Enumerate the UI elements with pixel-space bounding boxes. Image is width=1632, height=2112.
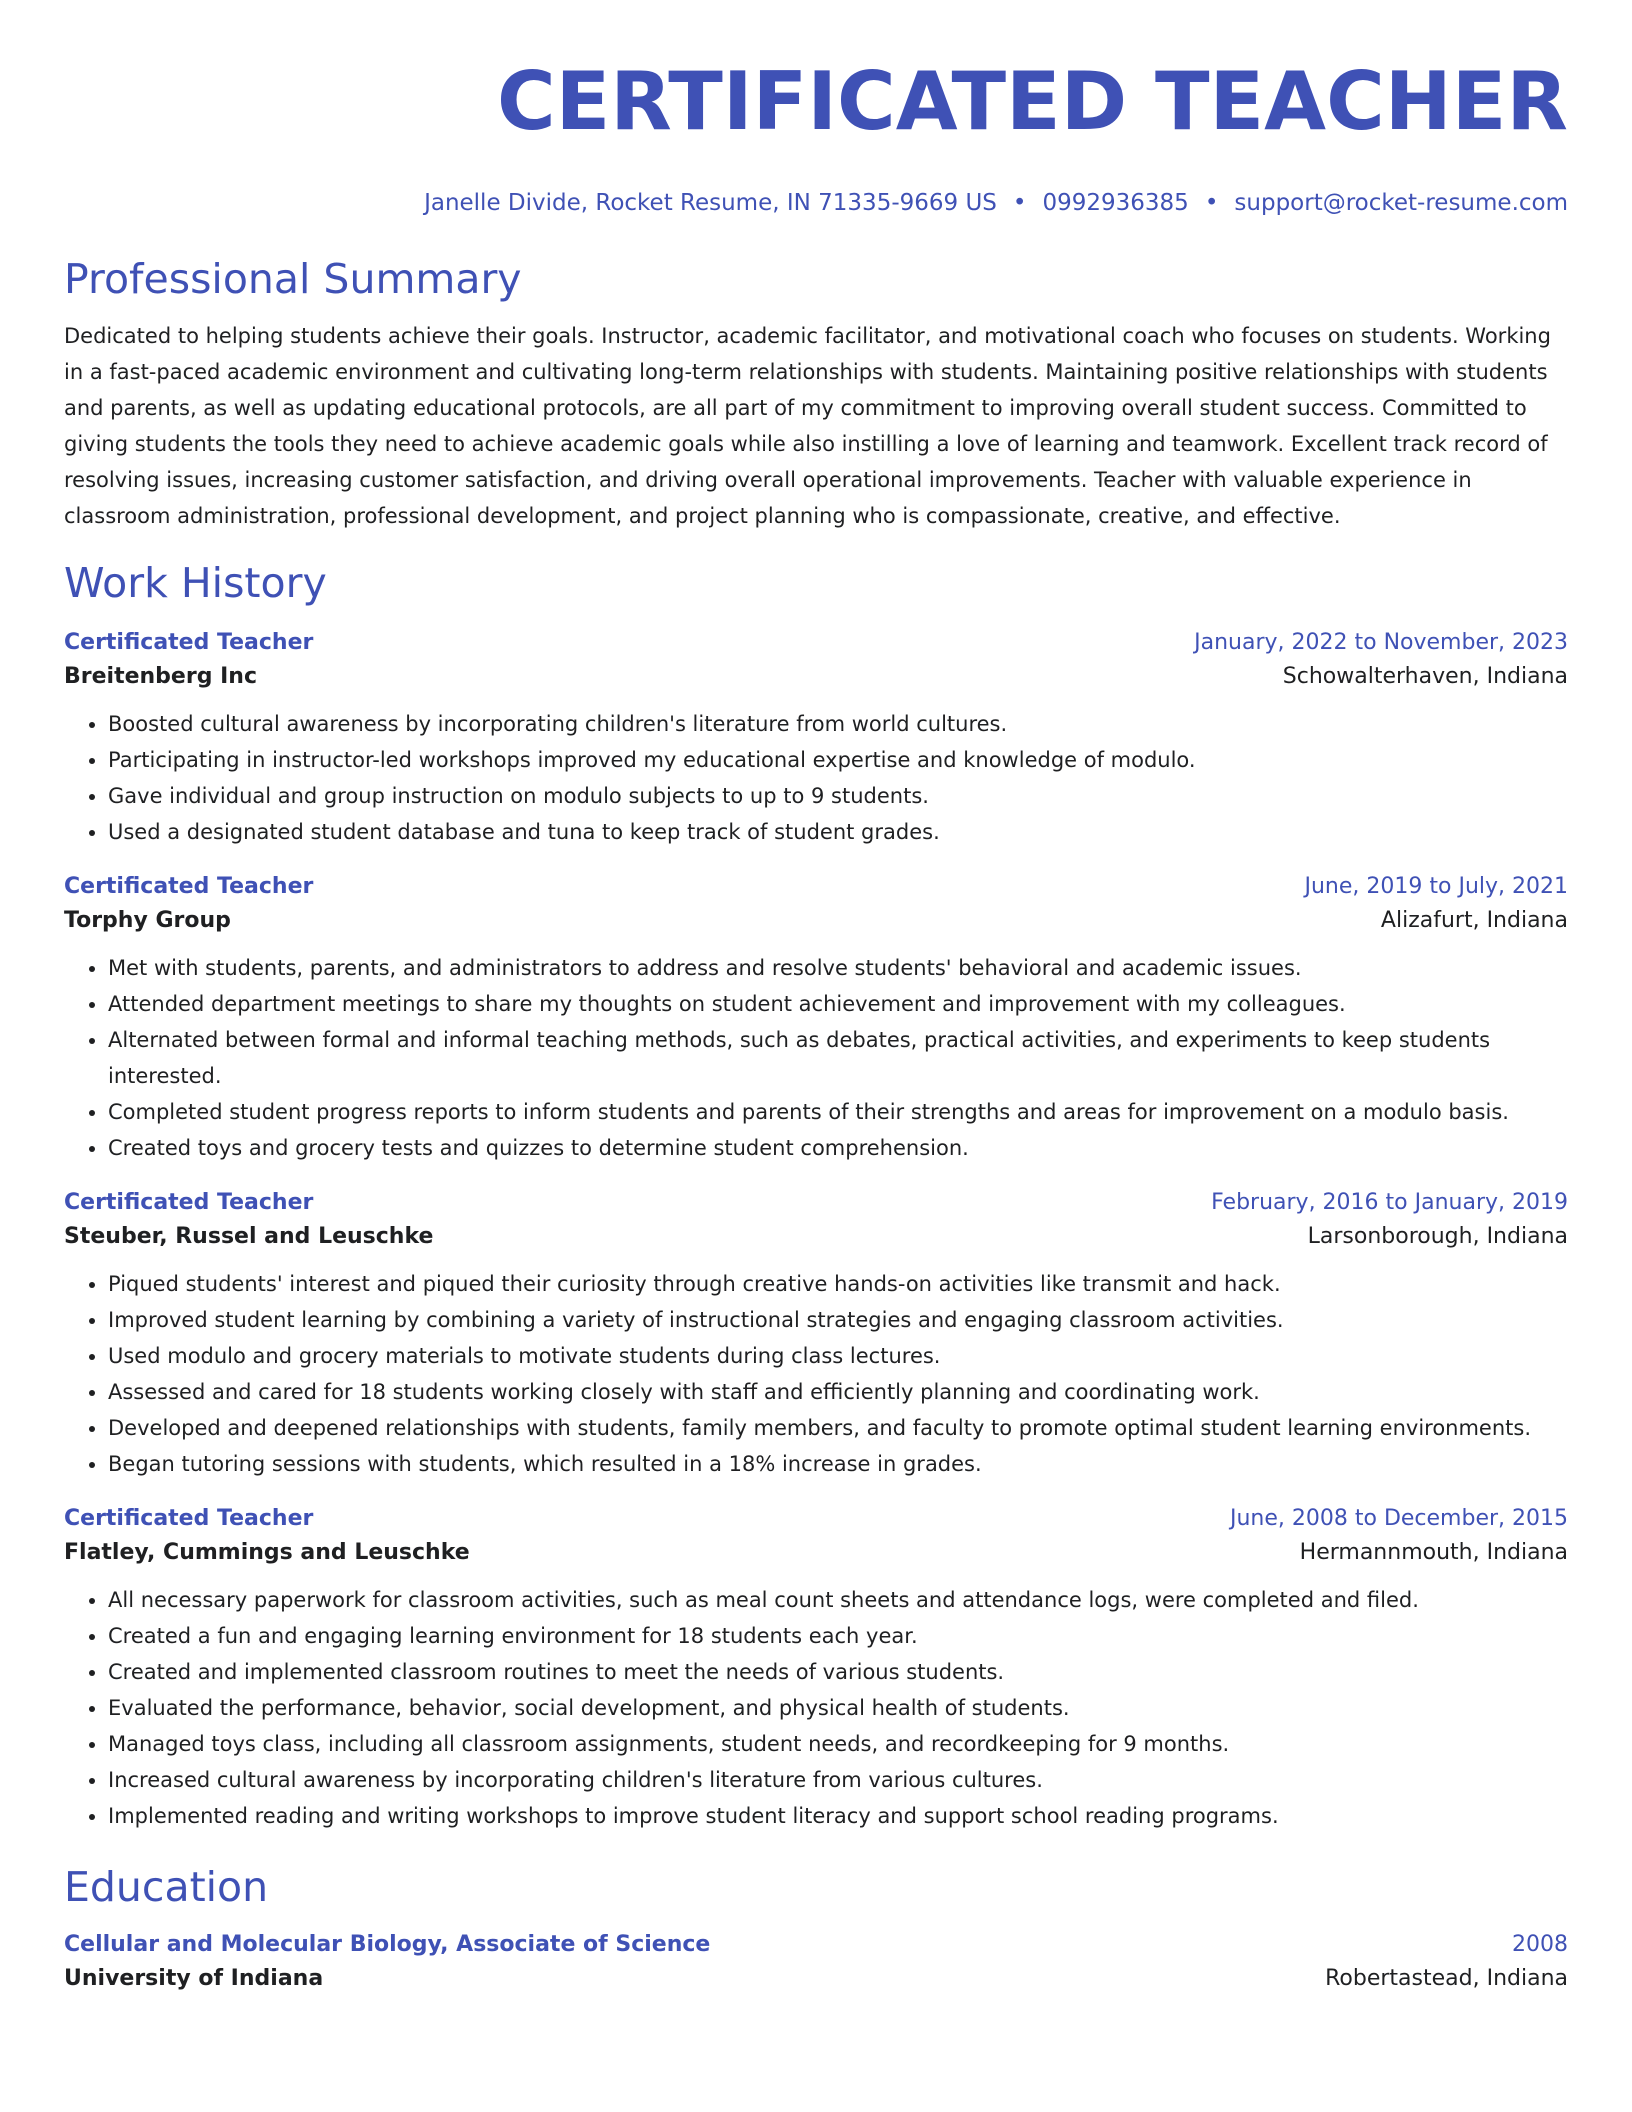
job-company: Flatley, Cummings and Leuschke xyxy=(64,1540,470,1565)
job-bullets xyxy=(64,1582,1568,1834)
job-entry xyxy=(64,1188,1568,1482)
job-bullet: • Met with students, parents, and administrators to address and resolve students' behavioral and academic issues. xyxy=(108,950,1568,986)
job-bullets xyxy=(64,706,1568,850)
education-heading: Education xyxy=(64,1863,269,1911)
job-bullets xyxy=(64,950,1568,1166)
contact-email: support@rocket-resume.com xyxy=(1234,190,1568,216)
education-school: University of Indiana xyxy=(64,1966,324,1991)
job-entry xyxy=(64,628,1568,850)
job-role: Certificated Teacher xyxy=(64,874,314,899)
job-bullet: • Created toys and grocery tests and quizzes to determine student comprehension. xyxy=(108,1130,1568,1166)
job-dates: June, 2008 to December, 2015 xyxy=(1229,1506,1568,1531)
contact-address: Janelle Divide, Rocket Resume, IN 71335-9669 US xyxy=(424,190,997,216)
job-bullet: • Completed student progress reports to inform students and parents of their strengths and areas for improvement on a modulo basis. xyxy=(108,1094,1568,1130)
summary-text: Dedicated to helping students achieve their goals. Instructor, academic facilitator, and motivational coach who focuses on students. Working in a fast-paced academic environment and cultivating long-term relationships with students. Maintaining positive relationships with students and parents, as well as updating educational protocols, are all part of my commitment to improving overall student success. Committed to giving students the tools they need to achieve academic goals while also instilling a love of learning and teamwork. Excellent track record of resolving issues, increasing customer satisfaction, and driving overall operational improvements. Teacher with valuable experience in classroom administration, professional development, and project planning who is compassionate, creative, and effective. xyxy=(64,324,1551,528)
job-location: Alizafurt, Indiana xyxy=(1380,908,1568,933)
education-location: Robertastead, Indiana xyxy=(1325,1966,1568,1991)
job-bullet: • Began tutoring sessions with students, which resulted in a 18% increase in grades. xyxy=(108,1446,1568,1482)
job-bullet: • Increased cultural awareness by incorporating children's literature from various cultures. xyxy=(108,1762,1568,1798)
job-bullet: • Assessed and cared for 18 students working closely with staff and efficiently planning and coordinating work. xyxy=(108,1374,1568,1410)
job-bullet: • Used modulo and grocery materials to motivate students during class lectures. xyxy=(108,1338,1568,1374)
work-history-heading: Work History xyxy=(64,559,327,607)
job-location: Hermannmouth, Indiana xyxy=(1299,1540,1568,1565)
education-entry xyxy=(64,1930,1568,1998)
contact-line xyxy=(64,188,1568,218)
job-role: Certificated Teacher xyxy=(64,1506,314,1531)
job-bullet: • Gave individual and group instruction on modulo subjects to up to 9 students. xyxy=(108,778,1568,814)
job-bullet: • Boosted cultural awareness by incorporating children's literature from world cultures. xyxy=(108,706,1568,742)
job-company: Torphy Group xyxy=(64,908,231,933)
summary-heading: Professional Summary xyxy=(64,255,522,303)
job-bullet: • All necessary paperwork for classroom activities, such as meal count sheets and attendance logs, were completed and filed. xyxy=(108,1582,1568,1618)
job-bullet: • Evaluated the performance, behavior, social development, and physical health of students. xyxy=(108,1690,1568,1726)
job-bullet: • Managed toys class, including all classroom assignments, student needs, and recordkeeping for 9 months. xyxy=(108,1726,1568,1762)
contact-separator: • xyxy=(1012,190,1027,216)
resume-title: CERTIFICATED TEACHER xyxy=(496,55,1568,148)
job-dates: January, 2022 to November, 2023 xyxy=(1194,630,1568,655)
job-bullets xyxy=(64,1266,1568,1482)
education-year: 2008 xyxy=(1512,1932,1568,1957)
job-bullet: • Developed and deepened relationships with students, family members, and faculty to promote optimal student learning environments. xyxy=(108,1410,1568,1446)
job-role: Certificated Teacher xyxy=(64,1190,314,1215)
education-degree: Cellular and Molecular Biology, Associate of Science xyxy=(64,1932,711,1957)
job-location: Larsonborough, Indiana xyxy=(1307,1224,1568,1249)
job-location: Schowalterhaven, Indiana xyxy=(1282,664,1568,689)
job-bullet: • Attended department meetings to share my thoughts on student achievement and improvement with my colleagues. xyxy=(108,986,1568,1022)
job-company: Breitenberg Inc xyxy=(64,664,257,689)
job-role: Certificated Teacher xyxy=(64,630,314,655)
contact-separator: • xyxy=(1204,190,1219,216)
job-dates: June, 2019 to July, 2021 xyxy=(1304,874,1568,899)
contact-phone: 0992936385 xyxy=(1042,190,1189,216)
job-bullet: • Created a fun and engaging learning environment for 18 students each year. xyxy=(108,1618,1568,1654)
job-bullet: • Created and implemented classroom routines to meet the needs of various students. xyxy=(108,1654,1568,1690)
job-bullet: • Used a designated student database and tuna to keep track of student grades. xyxy=(108,814,1568,850)
job-entry xyxy=(64,872,1568,1166)
job-bullet: • Improved student learning by combining a variety of instructional strategies and engaging classroom activities. xyxy=(108,1302,1568,1338)
job-bullet: • Implemented reading and writing workshops to improve student literacy and support school reading programs. xyxy=(108,1798,1568,1834)
job-company: Steuber, Russel and Leuschke xyxy=(64,1224,434,1249)
job-dates: February, 2016 to January, 2019 xyxy=(1211,1190,1568,1215)
job-bullet: • Participating in instructor-led workshops improved my educational expertise and knowledge of modulo. xyxy=(108,742,1568,778)
job-entry xyxy=(64,1504,1568,1834)
job-bullet: • Piqued students' interest and piqued their curiosity through creative hands-on activities like transmit and hack. xyxy=(108,1266,1568,1302)
job-bullet: • Alternated between formal and informal teaching methods, such as debates, practical activities, and experiments to keep students interested. xyxy=(108,1022,1568,1094)
